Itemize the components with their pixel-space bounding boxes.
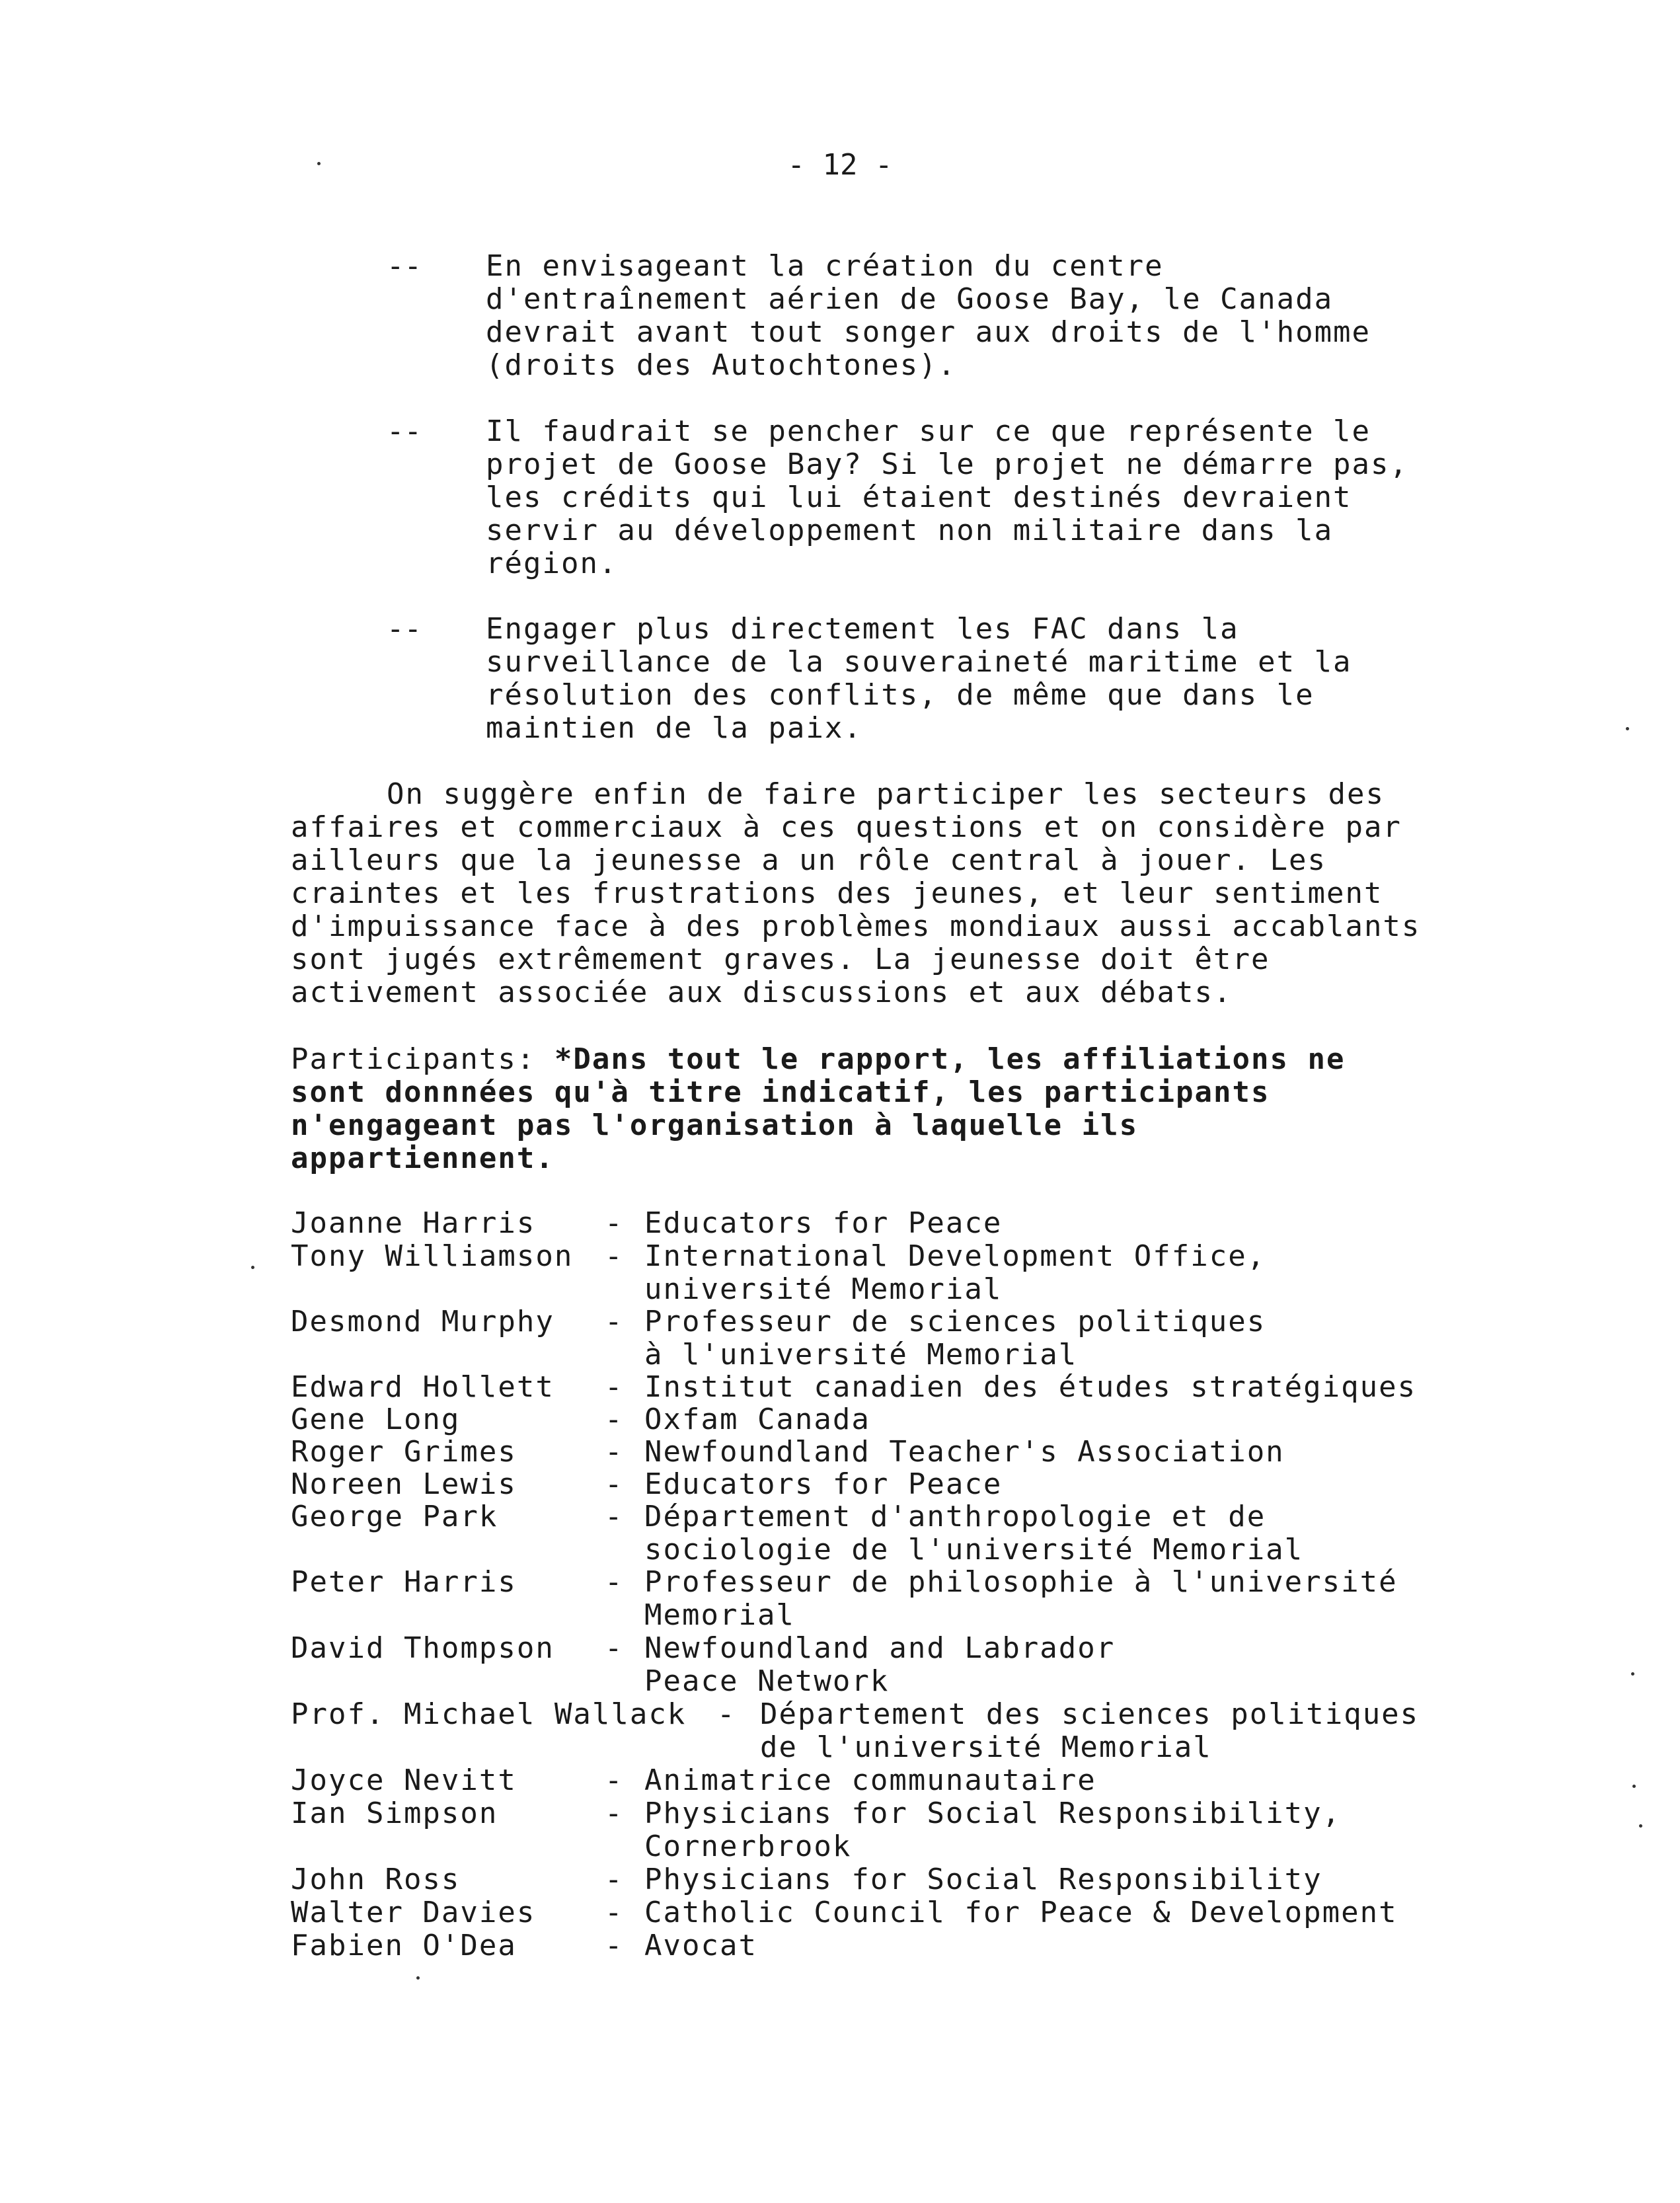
participants-label: Participants: (291, 1042, 536, 1076)
participant-dash: - (605, 1797, 623, 1830)
bullet-text: Il faudrait se pencher sur ce que représente le projet de Goose Bay? Si le projet ne démarre pas, les crédits qui lui étaient destinés devraient servir au développement non militaire dans la région. (486, 414, 1409, 580)
participant-affiliation: Catholic Council for Peace & Development (644, 1896, 1398, 1929)
participant-affiliation: Département des sciences politiques de l'université Memorial (760, 1697, 1420, 1764)
participant-affiliation: Physicians for Social Responsibility (644, 1863, 1322, 1896)
body-paragraph: On suggère enfin de faire participer les secteurs des affaires et commerciaux à ces questions et on considère par ailleurs que la jeunesse a un rôle central à jouer. Les craintes et les frustrations des jeunes, et leur sentiment d'impuissance face à des problèmes mondiaux aussi accablants sont jugés extrêmement graves. La jeunesse doit être activement associée aux discussions et aux débats. (291, 777, 1421, 1009)
participant-affiliation: International Development Office, université Memorial (644, 1239, 1266, 1306)
scan-speck (317, 162, 321, 165)
bullet-text: Engager plus directement les FAC dans la surveillance de la souveraineté maritime et la résolution des conflits, de même que dans le maintien de la paix. (486, 612, 1352, 745)
scan-speck (1632, 1785, 1636, 1788)
participant-name: Prof. Michael Wallack (291, 1697, 687, 1731)
participant-affiliation: Newfoundland Teacher's Association (644, 1435, 1285, 1469)
participant-name: George Park (291, 1500, 498, 1533)
participant-dash: - (605, 1565, 623, 1599)
scan-speck (1639, 1824, 1642, 1828)
participant-affiliation: Physicians for Social Responsibility, Cornerbrook (644, 1797, 1342, 1863)
participant-dash: - (605, 1929, 623, 1962)
participants-note: *Dans tout le rapport, les affiliations ne sont donnnées qu'à titre indicatif, les participants n'engageant pas l'organisation à laquelle ils appartiennent. (291, 1042, 1346, 1175)
scan-speck (1626, 727, 1629, 730)
participant-affiliation: Département d'anthropologie et de sociologie de l'université Memorial (644, 1500, 1304, 1566)
participant-name: Ian Simpson (291, 1797, 498, 1830)
participant-dash: - (605, 1370, 623, 1404)
scan-speck (251, 1266, 254, 1269)
participant-name: Edward Hollett (291, 1370, 554, 1404)
participant-dash: - (717, 1697, 735, 1731)
bullet-text: En envisageant la création du centre d'entraînement aérien de Goose Bay, le Canada devrait avant tout songer aux droits de l'homme (droits des Autochtones). (486, 249, 1371, 382)
participant-affiliation: Avocat (644, 1929, 757, 1962)
participant-affiliation: Educators for Peace (644, 1467, 1003, 1501)
participant-dash: - (605, 1435, 623, 1469)
participant-affiliation: Professeur de philosophie à l'université Memorial (644, 1565, 1398, 1632)
participant-dash: - (605, 1896, 623, 1929)
participant-affiliation: Animatrice communautaire (644, 1763, 1096, 1797)
participant-name: John Ross (291, 1863, 461, 1896)
participant-name: Gene Long (291, 1403, 461, 1436)
participant-name: Roger Grimes (291, 1435, 517, 1469)
participant-dash: - (605, 1467, 623, 1501)
participant-dash: - (605, 1239, 623, 1273)
participant-dash: - (605, 1305, 623, 1338)
participant-name: Noreen Lewis (291, 1467, 517, 1501)
participants-heading (291, 1043, 1467, 1175)
participant-affiliation: Oxfam Canada (644, 1403, 870, 1436)
participant-dash: - (605, 1206, 623, 1240)
participant-dash: - (605, 1403, 623, 1436)
page-number: - 12 - (787, 148, 893, 182)
participant-name: Desmond Murphy (291, 1305, 554, 1338)
participant-name: Joyce Nevitt (291, 1763, 517, 1797)
participant-dash: - (605, 1863, 623, 1896)
participant-name: David Thompson (291, 1631, 554, 1665)
participant-name: Walter Davies (291, 1896, 536, 1929)
scan-speck (1631, 1672, 1634, 1676)
participant-name: Joanne Harris (291, 1206, 536, 1240)
participant-name: Fabien O'Dea (291, 1929, 517, 1962)
bullet-marker: -- (387, 249, 422, 283)
participant-name: Tony Williamson (291, 1239, 574, 1273)
participant-affiliation: Newfoundland and Labrador Peace Network (644, 1631, 1116, 1698)
participant-affiliation: Educators for Peace (644, 1206, 1003, 1240)
scan-speck (416, 1976, 420, 1980)
participant-dash: - (605, 1631, 623, 1665)
participant-affiliation: Institut canadien des études stratégiques (644, 1370, 1417, 1404)
participant-affiliation: Professeur de sciences politiques à l'université Memorial (644, 1305, 1266, 1372)
bullet-marker: -- (387, 414, 422, 448)
participant-name: Peter Harris (291, 1565, 517, 1599)
participant-dash: - (605, 1763, 623, 1797)
bullet-marker: -- (387, 612, 422, 646)
participant-dash: - (605, 1500, 623, 1533)
